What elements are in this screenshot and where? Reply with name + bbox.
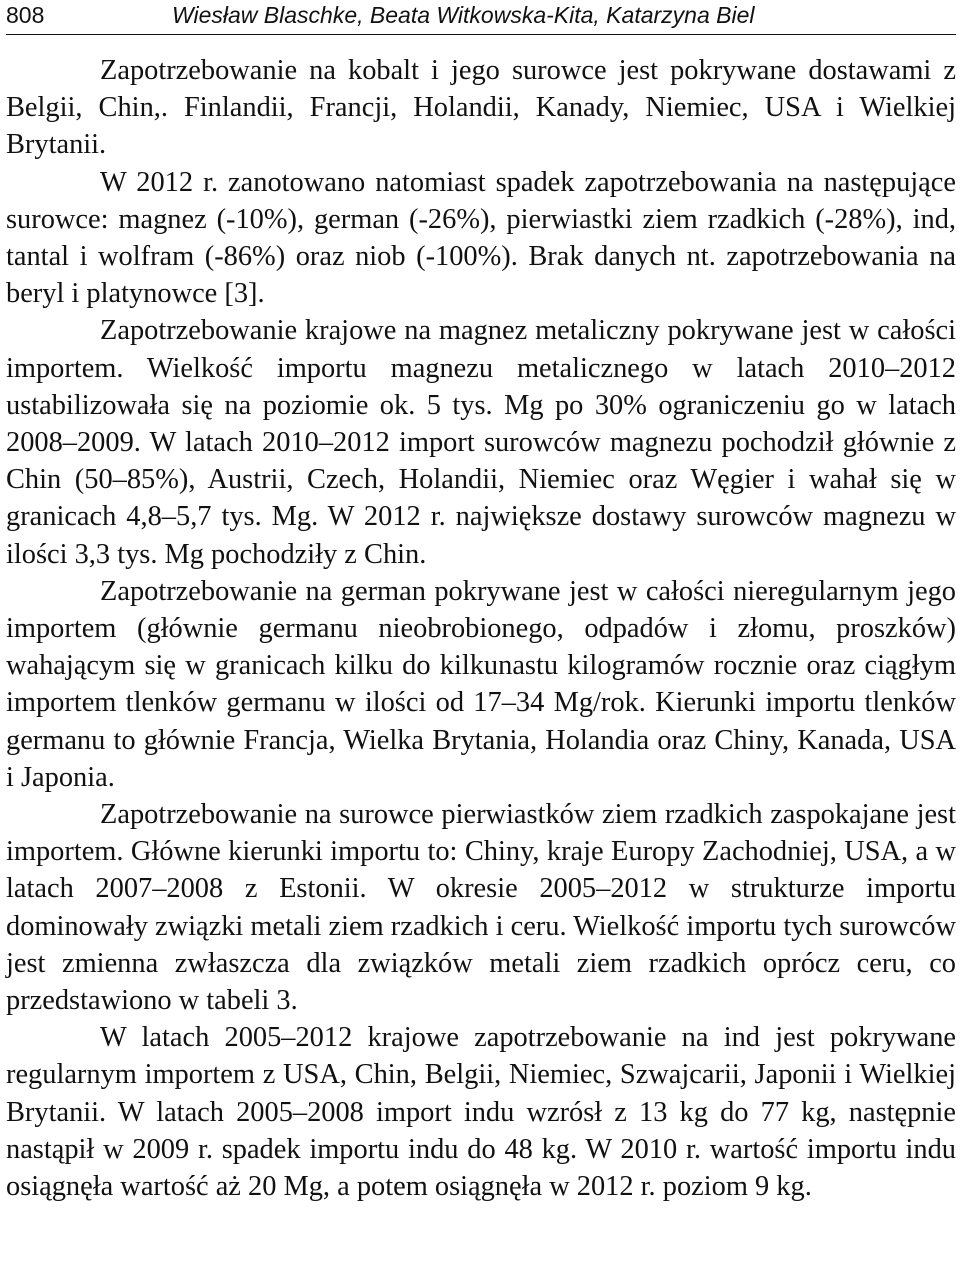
paragraph-cobalt: Zapotrzebowanie na kobalt i jego surowce jest pokrywane dostawami z Belgii, Chin,. Finlandii, Francji, Holandii, Kanady, Niemiec, USA i Wielkiej Brytanii. — [6, 55, 956, 161]
paragraph-demand-decline-2012: W 2012 r. zanotowano natomiast spadek zapotrzebowania na następujące surowce: magnez (-10%), german (-26%), pierwiastki ziem rzadkich (-28%), ind, tantal i wolfram (-86%) oraz niob (-100%). Brak danych nt. zapotrzebowania na beryl i platynowce [3]. — [6, 166, 956, 310]
paragraph-magnesium: Zapotrzebowanie krajowe na magnez metaliczny pokrywane jest w całości importem. Wielkość importu magnezu metalicznego w latach 2010–2012 ustabilizowała się na poziomie ok. 5 tys. Mg po 30% ograniczeniu go w latach 2008–2009. W latach 2010–2012 import surowców magnezu pochodził głównie z Chin (50–85%), Austrii, Czech, Holandii, Niemiec oraz Węgier i wahał się w granicach 4,8–5,7 tys. Mg. W 2012 r. największe dostawy surowców magnezu w ilości 3,3 tys. Mg pochodziły z Chin. — [6, 315, 956, 570]
body-text — [6, 52, 956, 1205]
running-header — [6, 0, 956, 35]
paragraph-germanium: Zapotrzebowanie na german pokrywane jest w całości nieregularnym jego importem (głównie germanu nieobrobionego, odpadów i złomu, proszków) wahającym się w granicach kilku do kilkunastu kilogramów rocznie oraz ciągłym importem tlenków germanu w ilości od 17–34 Mg/rok. Kierunki importu tlenków germanu to głównie Francja, Wielka Brytania, Holandia oraz Chiny, Kanada, USA i Japonia. — [6, 575, 956, 793]
paragraph-rare-earths: Zapotrzebowanie na surowce pierwiastków ziem rzadkich zaspokajane jest importem. Główne kierunki importu to: Chiny, kraje Europy Zachodniej, USA, a w latach 2007–2008 z Estonii. W okresie 2005–2012 w strukturze importu dominowały związki metali ziem rzadkich i ceru. Wielkość importu tych surowców jest zmienna zwłaszcza dla związków metali ziem rzadkich oprócz ceru, co przedstawiono w tabeli 3. — [6, 799, 956, 1017]
running-header-authors: Wiesław Blaschke, Beata Witkowska-Kita, Katarzyna Biel — [172, 2, 755, 28]
document-page — [6, 0, 956, 1280]
paragraph-indium: W latach 2005–2012 krajowe zapotrzebowanie na ind jest pokrywane regularnym importem z USA, Chin, Belgii, Niemiec, Szwajcarii, Japonii i Wielkiej Brytanii. W latach 2005–2008 import indu wzrósł z 13 kg do 77 kg, następnie nastąpił w 2009 r. spadek importu indu do 48 kg. W 2010 r. wartość importu indu osiągnęła wartość aż 20 Mg, a potem osiągnęła w 2012 r. poziom 9 kg. — [6, 1022, 956, 1203]
page-number: 808 — [6, 2, 45, 28]
